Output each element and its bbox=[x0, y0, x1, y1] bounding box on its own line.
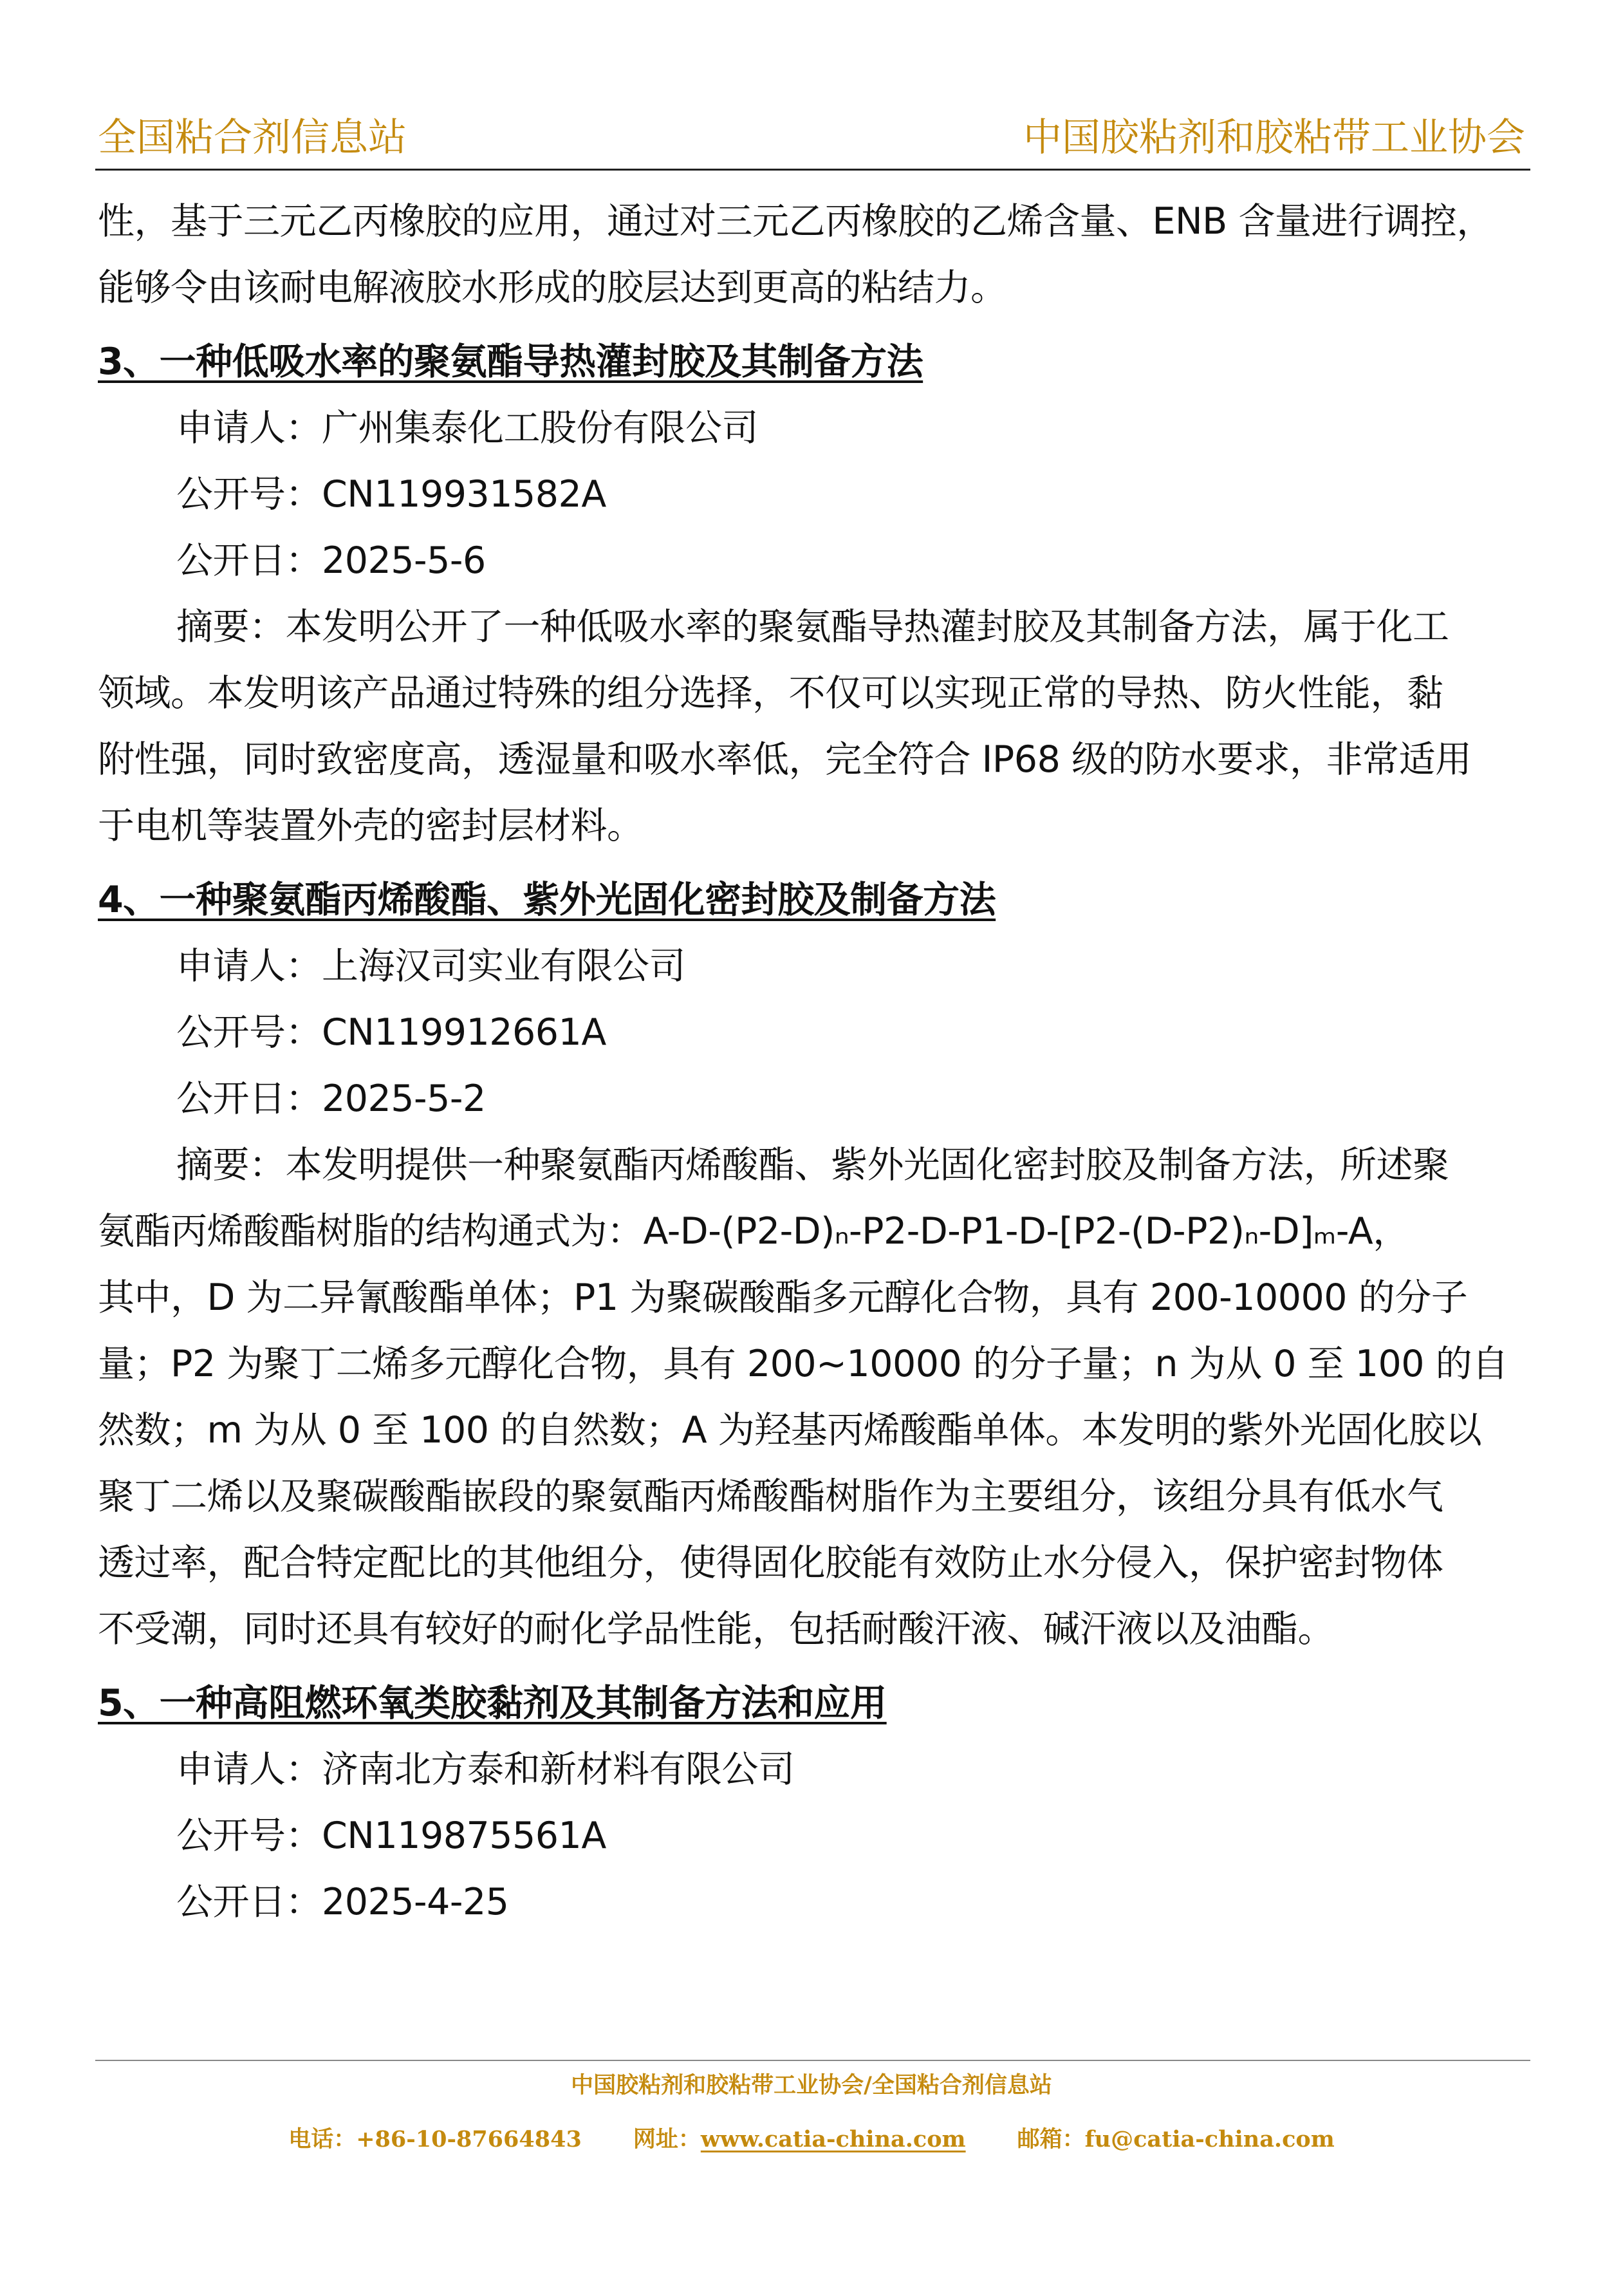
publication-number-field: 公开号：CN119875561A bbox=[176, 1815, 606, 1857]
publication-date-field: 公开日：2025-5-6 bbox=[176, 539, 486, 582]
abstract-line: 透过率，配合特定配比的其他组分，使得固化胶能有效防止水分侵入，保护密封物体 bbox=[98, 1542, 1443, 1584]
abstract-line: 氨酯丙烯酸酯树脂的结构通式为：A-D-(P2-D)ₙ-P2-D-P1-D-[P2-(D-P2)ₙ-D]ₘ-A， bbox=[98, 1210, 1409, 1253]
applicant-field: 申请人：广州集泰化工股份有限公司 bbox=[176, 407, 758, 449]
publication-number-field: 公开号：CN119912661A bbox=[176, 1011, 606, 1054]
patent-entry-4 bbox=[98, 867, 1539, 1663]
document-body bbox=[98, 189, 1539, 1936]
footer-website-link[interactable]: www.catia-china.com bbox=[700, 2126, 966, 2152]
footer-organization: 中国胶粘剂和胶粘带工业协会/全国粘合剂信息站 bbox=[571, 2072, 1052, 2098]
abstract-line: 附性强，同时致密度高，透湿量和吸水率低，完全符合 IP68 级的防水要求，非常适用 bbox=[98, 738, 1472, 781]
footer-website-label: 网址： bbox=[633, 2126, 701, 2152]
publication-date-field: 公开日：2025-4-25 bbox=[176, 1881, 509, 1923]
abstract-line: 量；P2 为聚丁二烯多元醇化合物，具有 200~10000 的分子量；n 为从 0 至 100 的自 bbox=[98, 1343, 1508, 1385]
applicant-field: 申请人：济南北方泰和新材料有限公司 bbox=[176, 1748, 795, 1791]
header-divider bbox=[95, 169, 1530, 171]
patent-heading: 5、一种高阻燃环氧类胶黏剂及其制备方法和应用 bbox=[98, 1682, 887, 1724]
header-right-title: 中国胶粘剂和胶粘带工业协会 bbox=[1023, 115, 1525, 160]
intro-line: 能够令由该耐电解液胶水形成的胶层达到更高的粘结力。 bbox=[98, 266, 1007, 309]
publication-number-field: 公开号：CN119931582A bbox=[176, 473, 606, 516]
footer-email[interactable]: 邮箱：fu@catia-china.com bbox=[1017, 2126, 1335, 2152]
abstract-line: 聚丁二烯以及聚碳酸酯嵌段的聚氨酯丙烯酸酯树脂作为主要组分，该组分具有低水气 bbox=[98, 1475, 1443, 1518]
publication-date-field: 公开日：2025-5-2 bbox=[176, 1078, 486, 1120]
abstract-line: 其中，D 为二异氰酸酯单体；P1 为聚碳酸酯多元醇化合物，具有 200-10000 的分子 bbox=[98, 1276, 1468, 1319]
patent-heading: 4、一种聚氨酯丙烯酸酯、紫外光固化密封胶及制备方法 bbox=[98, 879, 996, 921]
patent-entry-5 bbox=[98, 1670, 1539, 1936]
abstract-line: 摘要：本发明公开了一种低吸水率的聚氨酯导热灌封胶及其制备方法，属于化工 bbox=[176, 606, 1449, 648]
abstract-line: 领域。本发明该产品通过特殊的组分选择，不仅可以实现正常的导热、防火性能，黏 bbox=[98, 672, 1443, 714]
header-left-title: 全国粘合剂信息站 bbox=[98, 115, 407, 160]
patent-entry-3 bbox=[98, 329, 1539, 859]
abstract-line: 摘要：本发明提供一种聚氨酯丙烯酸酯、紫外光固化密封胶及制备方法，所述聚 bbox=[176, 1144, 1449, 1186]
abstract-line: 不受潮，同时还具有较好的耐化学品性能，包括耐酸汗液、碱汗液以及油酯。 bbox=[98, 1608, 1334, 1650]
abstract-line: 然数；m 为从 0 至 100 的自然数；A 为羟基丙烯酸酯单体。本发明的紫外光固化胶以 bbox=[98, 1409, 1482, 1451]
footer-phone: 电话：+86-10-87664843 bbox=[288, 2126, 582, 2152]
patent-heading: 3、一种低吸水率的聚氨酯导热灌封胶及其制备方法 bbox=[98, 341, 923, 383]
applicant-field: 申请人：上海汉司实业有限公司 bbox=[176, 945, 685, 987]
footer-divider bbox=[95, 2060, 1530, 2061]
footer-contact bbox=[0, 2122, 1623, 2154]
intro-line: 性，基于三元乙丙橡胶的应用，通过对三元乙丙橡胶的乙烯含量、ENB 含量进行调控， bbox=[98, 200, 1493, 243]
abstract-line: 于电机等装置外壳的密封层材料。 bbox=[98, 805, 644, 847]
